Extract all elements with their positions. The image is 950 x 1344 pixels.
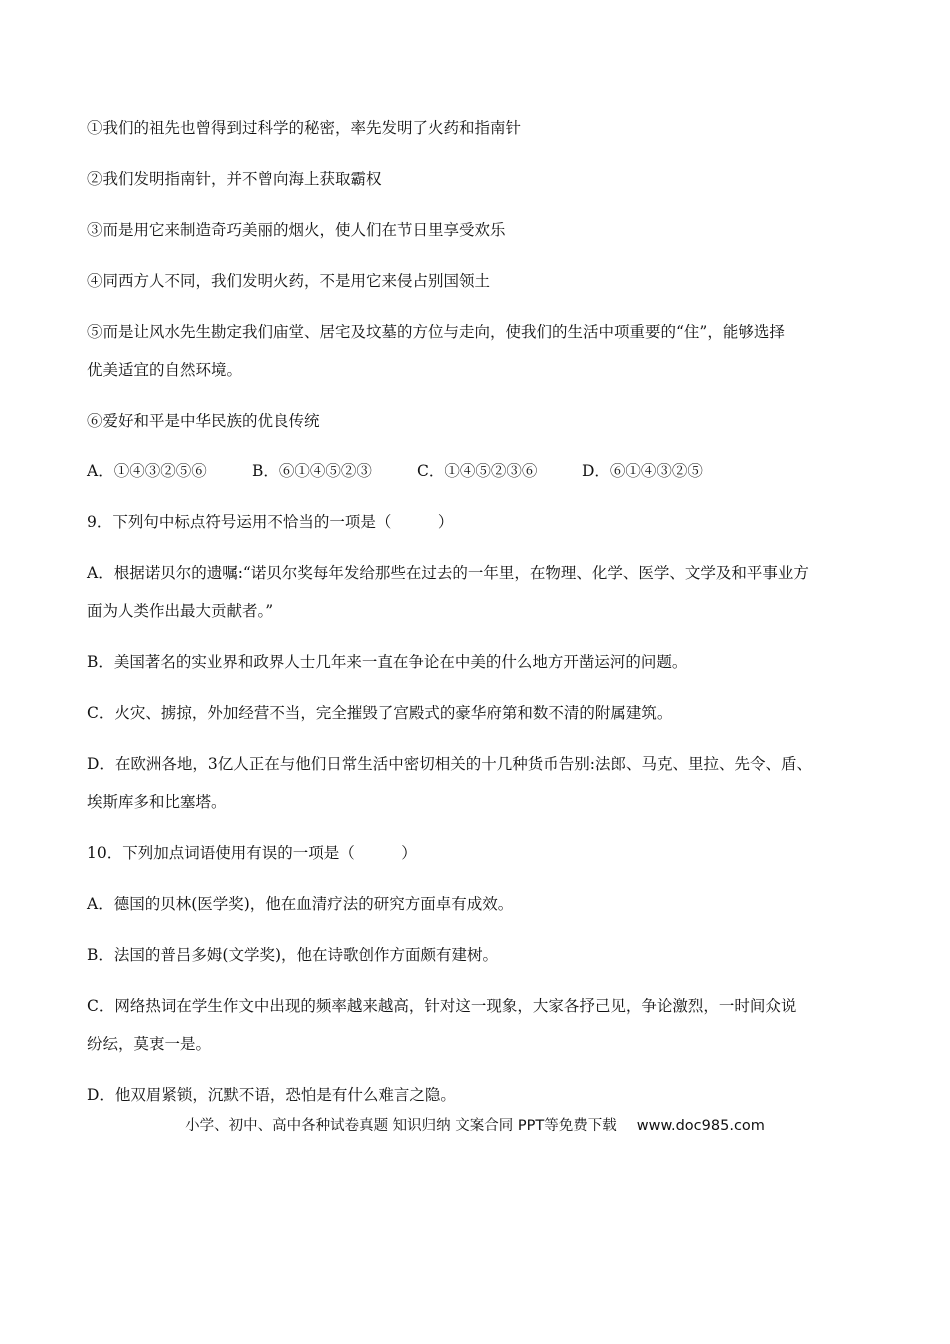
q10-stem: 10．下列加点词语使用有误的一项是（ ） <box>87 844 417 862</box>
q9-stem: 9．下列句中标点符号运用不恰当的一项是（ ） <box>87 513 454 531</box>
footer-text: 小学、初中、高中各种试卷真题 知识归纳 文案合同 PPT等免费下载 <box>185 1118 617 1134</box>
sentence-3: ③而是用它来制造奇巧美丽的烟火，使人们在节日里享受欢乐 <box>87 221 506 239</box>
q8-option-b: B．⑥①④⑤②③ <box>252 462 372 480</box>
page-footer <box>0 1116 950 1136</box>
q10-option-d: D．他双眉紧锁，沉默不语，恐怕是有什么难言之隐。 <box>87 1086 456 1104</box>
sentence-4: ④同西方人不同，我们发明火药，不是用它来侵占别国领土 <box>87 272 491 290</box>
q9-option-c: C．火灾、掳掠，外加经营不当，完全摧毁了宫殿式的豪华府第和数不清的附属建筑。 <box>87 704 673 722</box>
q10-option-a: A．德国的贝林(医学奖)，他在血清疗法的研究方面卓有成效。 <box>87 895 514 913</box>
footer-url[interactable]: www.doc985.com <box>636 1118 765 1134</box>
q8-option-a: A．①④③②⑤⑥ <box>87 462 207 480</box>
q8-options <box>87 461 703 481</box>
sentence-5-line-2: 优美适宜的自然环境。 <box>87 361 243 379</box>
sentence-5-line-1: ⑤而是让风水先生勘定我们庙堂、居宅及坟墓的方位与走向，使我们的生活中项重要的“住”，能够选择 <box>87 323 785 341</box>
q10-option-b: B．法国的普吕多姆(文学奖)，他在诗歌创作方面颇有建树。 <box>87 946 498 964</box>
q9-option-d-line-1: D．在欧洲各地，3亿人正在与他们日常生活中密切相关的十几种货币告别:法郎、马克、里拉、先令、盾、 <box>87 755 813 773</box>
sentence-6: ⑥爱好和平是中华民族的优良传统 <box>87 412 320 430</box>
q9-option-d-line-2: 埃斯库多和比塞塔。 <box>87 793 227 811</box>
q10-option-c-line-1: C．网络热词在学生作文中出现的频率越来越高，针对这一现象，大家各抒己见，争论激烈，一时间众说 <box>87 997 797 1015</box>
sentence-2: ②我们发明指南针，并不曾向海上获取霸权 <box>87 170 382 188</box>
sentence-1: ①我们的祖先也曾得到过科学的秘密，率先发明了火药和指南针 <box>87 119 522 137</box>
q8-option-d: D．⑥①④③②⑤ <box>582 462 703 480</box>
q9-option-a-line-1: A．根据诺贝尔的遗嘱:“诺贝尔奖每年发给那些在过去的一年里，在物理、化学、医学、文学及和平事业方 <box>87 564 809 582</box>
q9-option-b: B．美国著名的实业界和政界人士几年来一直在争论在中美的什么地方开凿运河的问题。 <box>87 653 688 671</box>
q10-option-c-line-2: 纷纭，莫衷一是。 <box>87 1035 212 1053</box>
q9-option-a-line-2: 面为人类作出最大贡献者。” <box>87 602 274 620</box>
q8-option-c: C．①④⑤②③⑥ <box>417 462 538 480</box>
